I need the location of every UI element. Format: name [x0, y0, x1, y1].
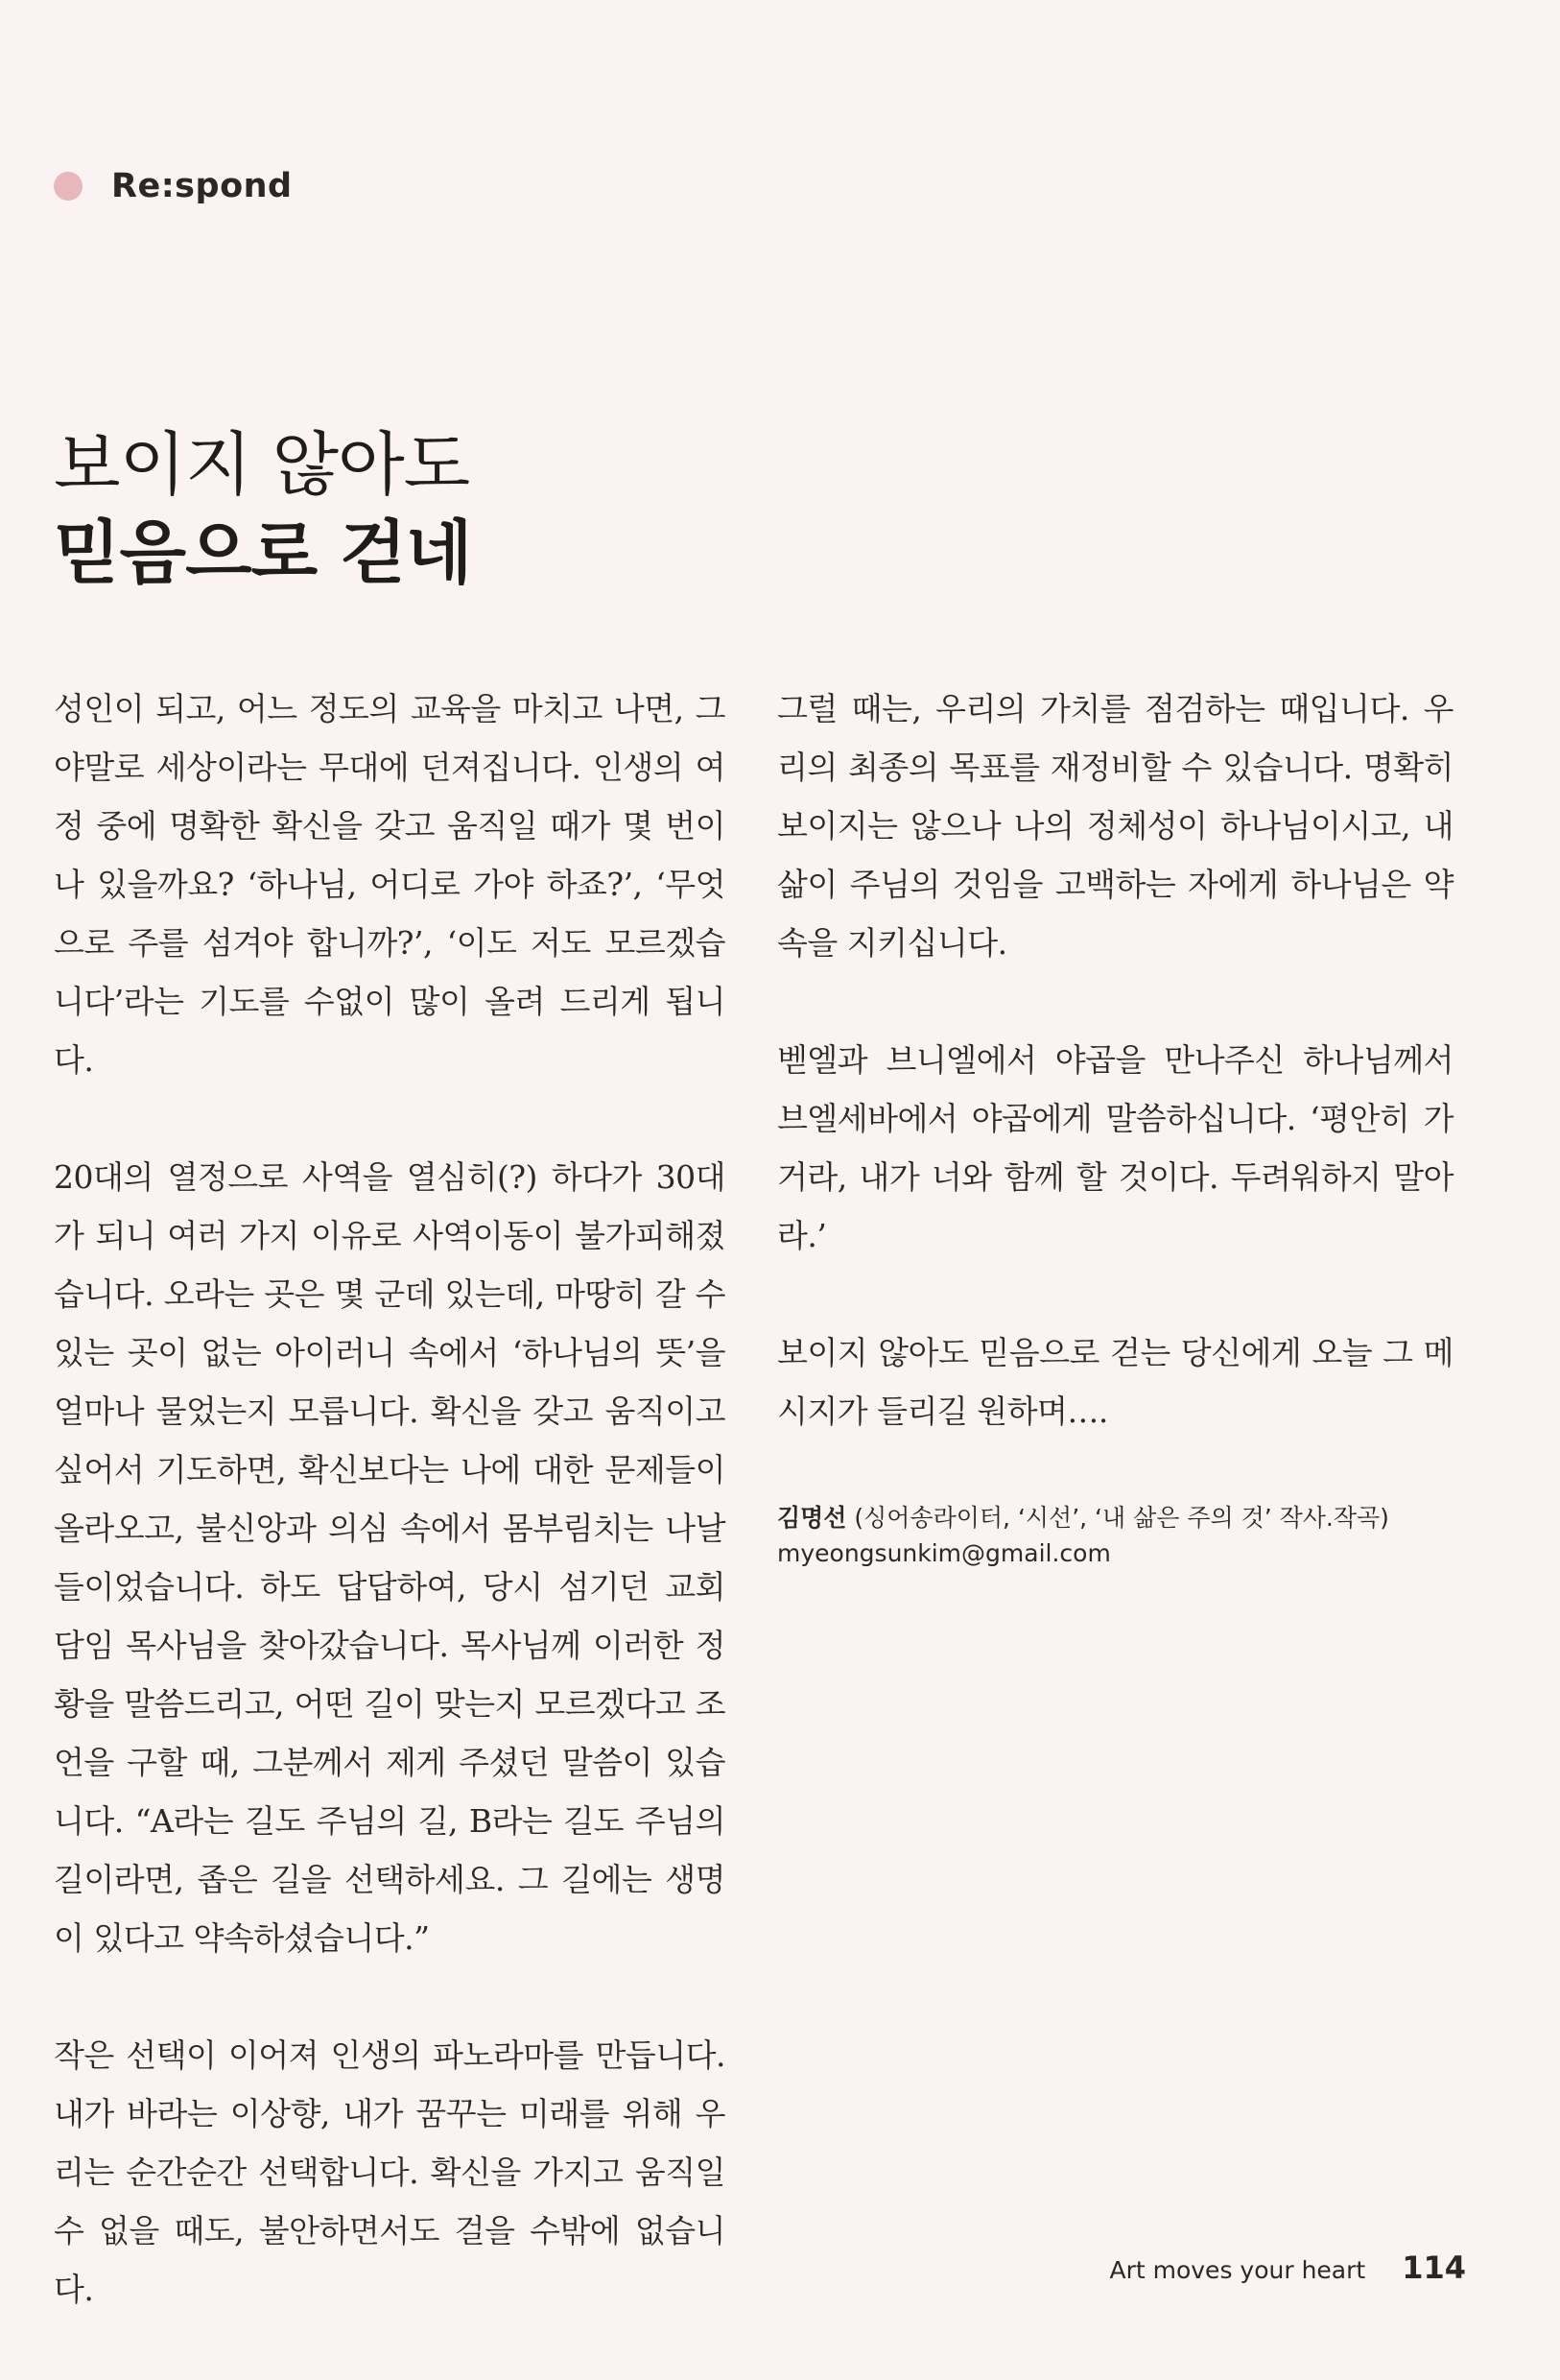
article-title: [54, 420, 471, 597]
paragraph: 그럴 때는, 우리의 가치를 점검하는 때입니다. 우리의 최종의 목표를 재정비할 수 있습니다. 명확히 보이지는 않으나 나의 정체성이 하나님이시고, 내 삶이 주님의 것임을 고백하는 자에게 하나님은 약속을 지키십니다.: [777, 690, 1454, 962]
section-dot-icon: [54, 172, 83, 201]
section-tag: [54, 167, 293, 205]
author-name: 김명선: [777, 1504, 847, 1532]
author-email: myeongsunkim@gmail.com: [777, 1539, 1111, 1567]
section-label: Re:spond: [111, 167, 293, 205]
article-title-line-2: 믿음으로 걷네: [54, 512, 472, 593]
paragraph: 벧엘과 브니엘에서 야곱을 만나주신 하나님께서 브엘세바에서 야곱에게 말씀하십니다. ‘평안히 가거라, 내가 너와 함께 할 것이다. 두려워하지 말아라.’: [777, 1041, 1454, 1254]
paragraph: 작은 선택이 이어져 인생의 파노라마를 만듭니다. 내가 바라는 이상향, 내가 꿈꾸는 미래를 위해 우리는 순간순간 선택합니다. 확신을 가지고 움직일 수 없을 때도, 불안하면서도 걸을 수밖에 없습니다.: [54, 2036, 725, 2308]
paragraph: 보이지 않아도 믿음으로 걷는 당신에게 오늘 그 메시지가 들리길 원하며….: [777, 1334, 1454, 1430]
paragraph: 20대의 열정으로 사역을 열심히(?) 하다가 30대가 되니 여러 가지 이유로 사역이동이 불가피해졌습니다. 오라는 곳은 몇 군데 있는데, 마땅히 갈 수 있는 곳이 없는 아이러니 속에서 ‘하나님의 뜻’을 얼마나 물었는지 모릅니다. 확신을 갖고 움직이고 싶어서 기도하면, 확신보다는 나에 대한 문제들이 올라오고, 불신앙과 의심 속에서 몸부림치는 나날들이었습니다. 하도 답답하여, 당시 섬기던 교회 담임 목사님을 찾아갔습니다. 목사님께 이러한 정황을 말씀드리고, 어떤 길이 맞는지 모르겠다고 조언을 구할 때, 그분께서 제게 주셨던 말씀이 있습니다. “A라는 길도 주님의 길, B라는 길도 주님의 길이라면, 좁은 길을 선택하세요. 그 길에는 생명이 있다고 약속하셨습니다.”: [54, 1158, 725, 1957]
paragraph: 성인이 되고, 어느 정도의 교육을 마치고 나면, 그야말로 세상이라는 무대에 던져집니다. 인생의 여정 중에 명확한 확신을 갖고 움직일 때가 몇 번이나 있을까요? ‘하나님, 어디로 가야 하죠?’, ‘무엇으로 주를 섬겨야 합니까?’, ‘이도 저도 모르겠습니다’라는 기도를 수없이 많이 올려 드리게 됩니다.: [54, 690, 725, 1079]
article-title-line-1: 보이지 않아도: [54, 424, 470, 505]
author-description: (싱어송라이터, ‘시선’, ‘내 삶은 주의 것’ 작사.작곡): [846, 1504, 1389, 1532]
footer-slogan: Art moves your heart: [1109, 2256, 1366, 2284]
page-footer: [1109, 2249, 1466, 2286]
left-column: [54, 679, 725, 2319]
page-number: 114: [1402, 2249, 1466, 2286]
right-column: [777, 679, 1454, 1571]
author-byline: [777, 1500, 1454, 1571]
